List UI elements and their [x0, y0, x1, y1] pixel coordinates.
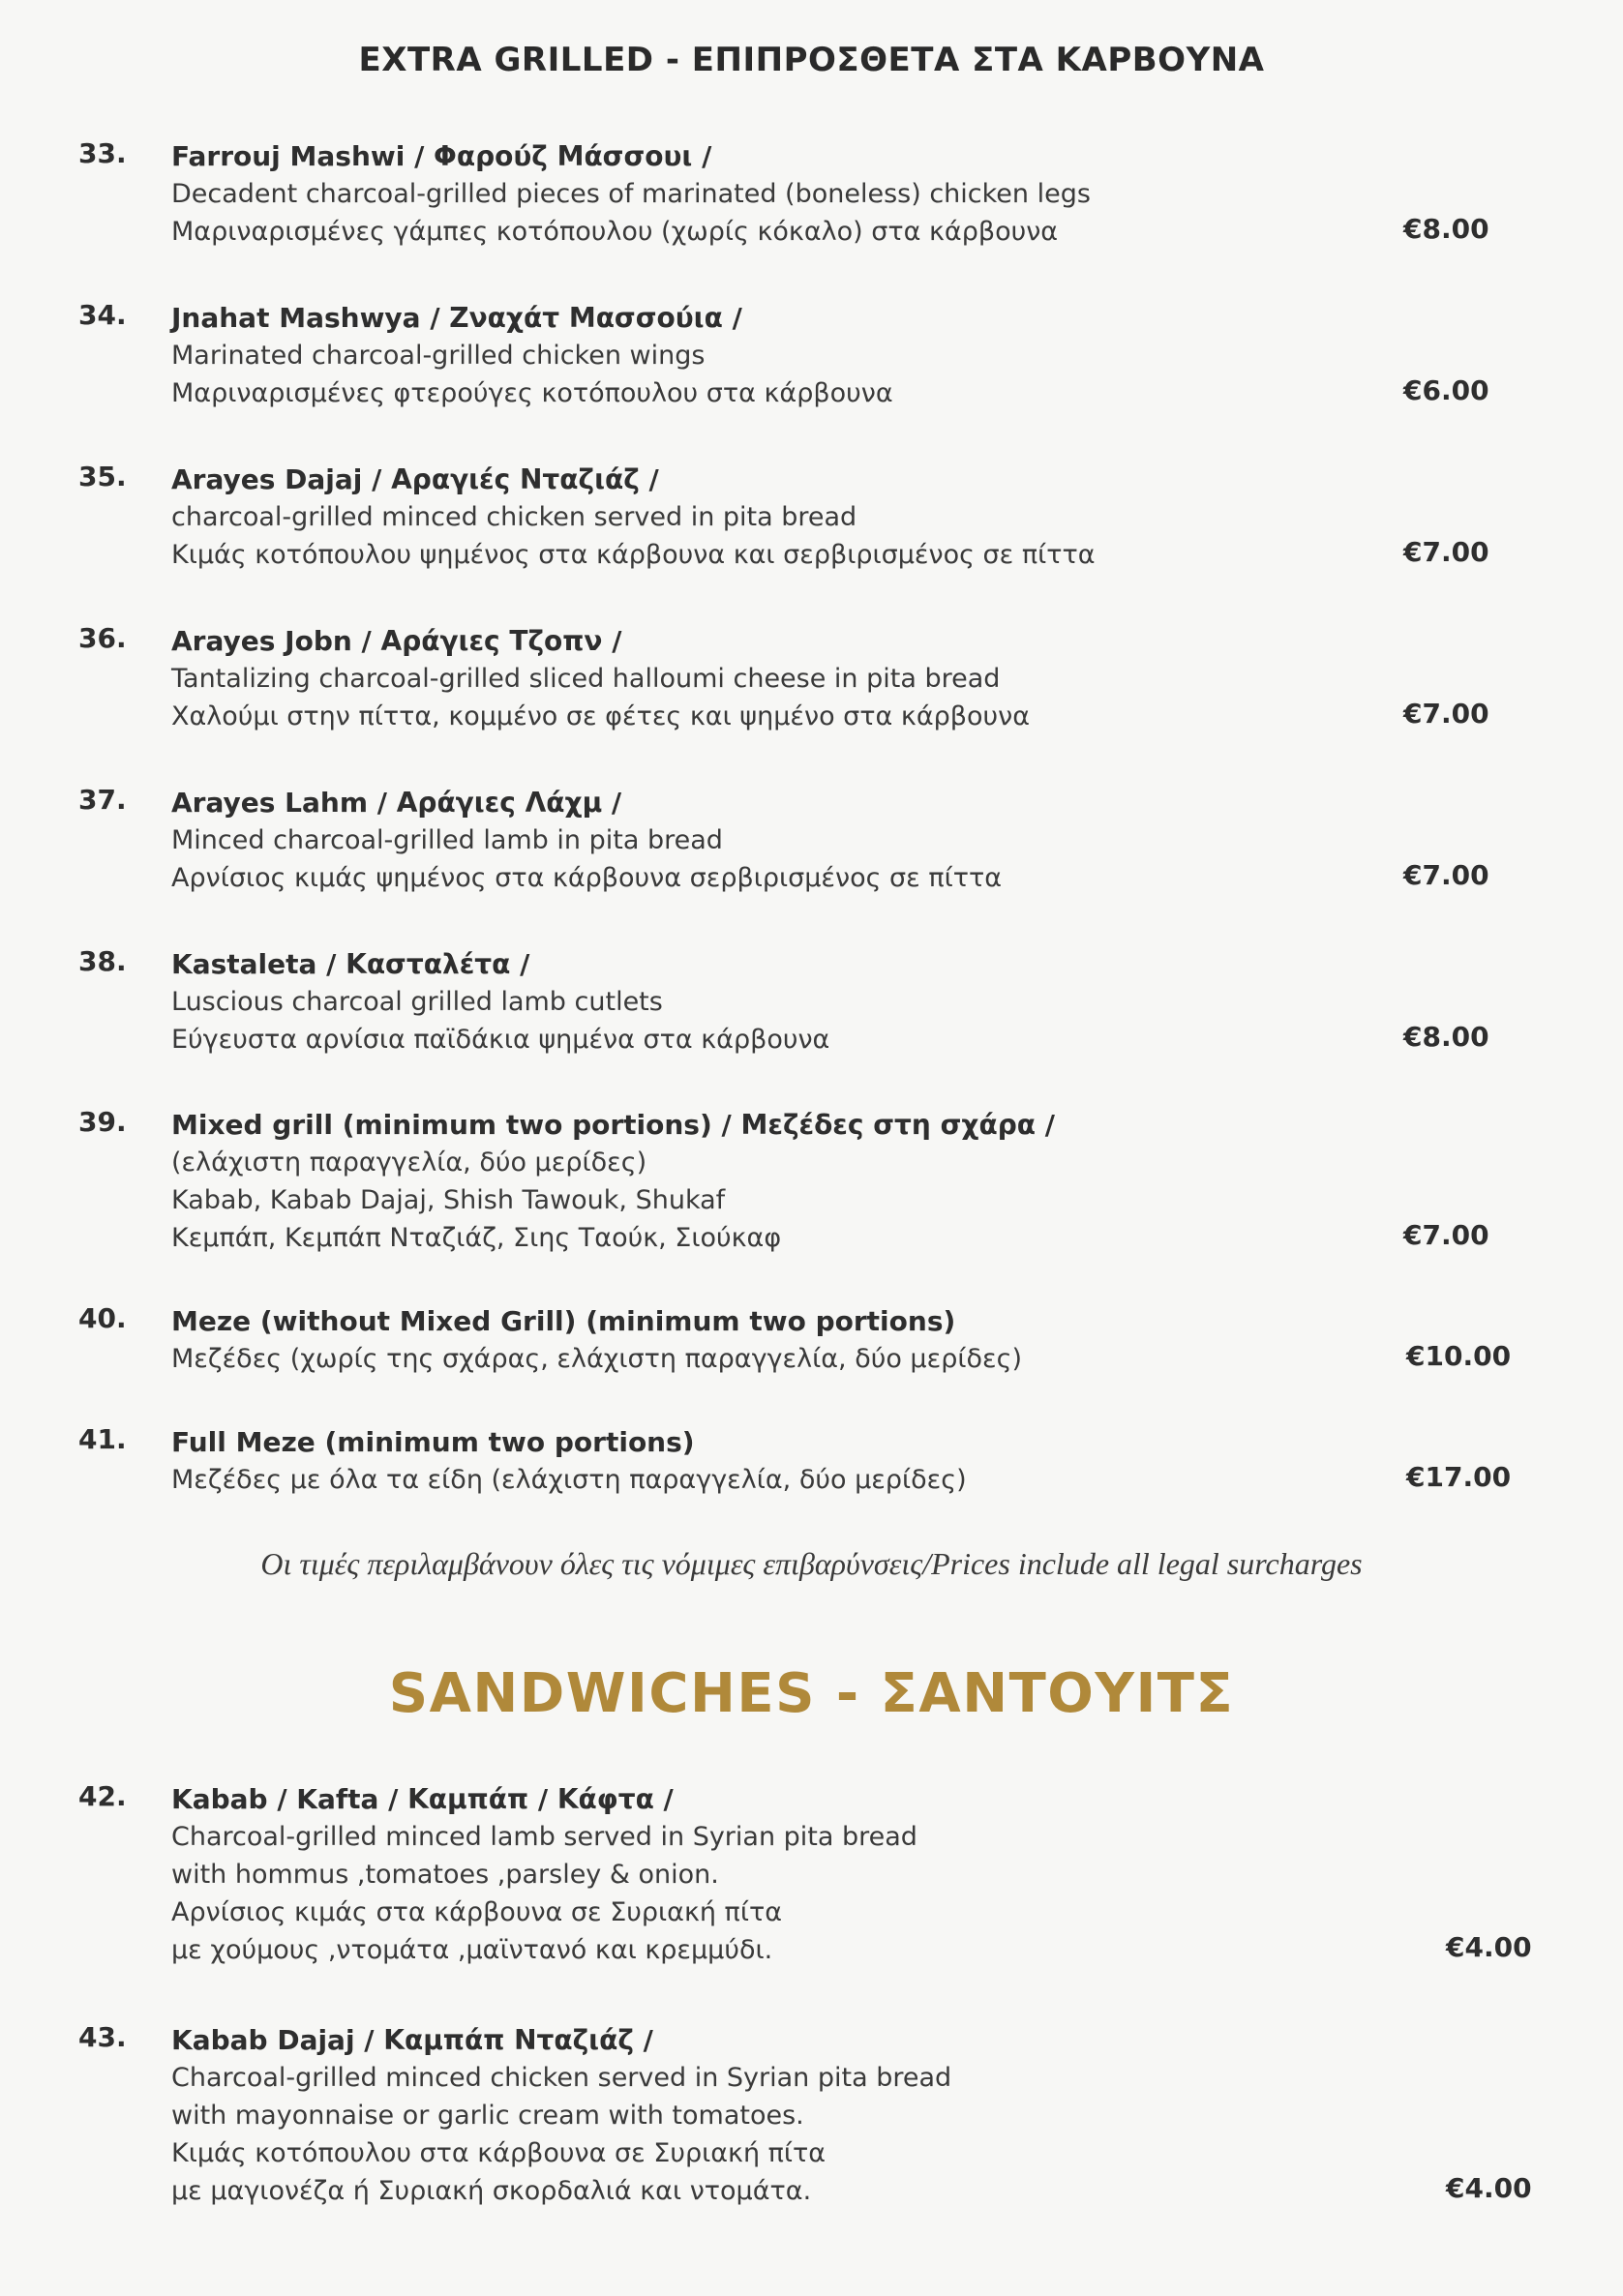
item-description: Μαριναρισμένες φτερούγες κοτόπουλου στα κάρβουνα — [171, 378, 893, 408]
item-name: Jnahat Mashwya / Ζναχάτ Μασσούια / — [171, 302, 742, 334]
item-name: Meze (without Mixed Grill) (minimum two portions) — [171, 1305, 956, 1337]
item-description: Minced charcoal-grilled lamb in pita bread — [171, 825, 723, 855]
section-title-sandwiches: SANDWICHES - ΣΑΝΤΟΥΙΤΣ — [388, 1662, 1235, 1725]
item-description: Luscious charcoal grilled lamb cutlets — [171, 987, 663, 1017]
item-price: €4.00 — [1446, 2172, 1532, 2204]
item-price: €7.00 — [1403, 859, 1489, 891]
item-description: Κεμπάπ, Κεμπάπ Νταζιάζ, Σιης Ταούκ, Σιούκαφ — [171, 1223, 782, 1253]
item-price: €6.00 — [1403, 374, 1489, 406]
item-number: 42. — [78, 1780, 127, 1812]
item-number: 39. — [78, 1106, 127, 1138]
item-description: charcoal-grilled minced chicken served in pita bread — [171, 502, 857, 532]
item-price: €7.00 — [1403, 1219, 1489, 1251]
item-number: 33. — [78, 137, 127, 169]
item-description: Charcoal-grilled minced lamb served in Syrian pita bread — [171, 1822, 917, 1852]
item-description: with mayonnaise or garlic cream with tomatoes. — [171, 2101, 804, 2131]
item-number: 34. — [78, 299, 127, 331]
item-description: Tantalizing charcoal-grilled sliced halloumi cheese in pita bread — [171, 664, 1001, 694]
section-title-extra-grilled: EXTRA GRILLED - ΕΠΙΠΡΟΣΘΕΤΑ ΣΤΑ ΚΑΡΒΟΥΝΑ — [358, 41, 1265, 79]
item-name: Arayes Lahm / Αράγιες Λάχμ / — [171, 787, 622, 819]
item-name: Farrouj Mashwi / Φαρούζ Μάσσουι / — [171, 140, 712, 172]
item-description: Αρνίσιος κιμάς στα κάρβουνα σε Συριακή πίτα — [171, 1897, 783, 1927]
item-description: με χούμους ,ντομάτα ,μαϊντανό και κρεμμύδι. — [171, 1935, 773, 1965]
item-description: Κιμάς κοτόπουλου ψημένος στα κάρβουνα και σερβιρισμένος σε πίττα — [171, 540, 1096, 570]
item-number: 41. — [78, 1423, 127, 1455]
item-number: 37. — [78, 784, 127, 816]
item-price: €10.00 — [1406, 1340, 1512, 1372]
item-price: €4.00 — [1446, 1931, 1532, 1963]
item-description: (ελάχιστη παραγγελία, δύο μερίδες) — [171, 1148, 647, 1178]
item-price: €7.00 — [1403, 698, 1489, 730]
item-description: Κιμάς κοτόπουλου στα κάρβουνα σε Συριακή πίτα — [171, 2138, 827, 2168]
item-price: €7.00 — [1403, 536, 1489, 568]
item-description: with hommus ,tomatoes ,parsley & onion. — [171, 1860, 719, 1890]
item-description: Kabab, Kabab Dajaj, Shish Tawouk, Shukaf — [171, 1185, 726, 1215]
item-description: με μαγιονέζα ή Συριακή σκορδαλιά και ντομάτα. — [171, 2176, 812, 2206]
item-description: Decadent charcoal-grilled pieces of marinated (boneless) chicken legs — [171, 179, 1091, 209]
item-name: Arayes Dajaj / Αραγιές Νταζιάζ / — [171, 463, 659, 495]
item-description: Χαλούμι στην πίττα, κομμένο σε φέτες και ψημένο στα κάρβουνα — [171, 701, 1031, 731]
item-number: 40. — [78, 1302, 127, 1334]
item-price: €17.00 — [1406, 1461, 1512, 1493]
item-description: Εύγευστα αρνίσια παϊδάκια ψημένα στα κάρβουνα — [171, 1025, 830, 1055]
item-description: Μεζέδες με όλα τα είδη (ελάχιστη παραγγελία, δύο μερίδες) — [171, 1465, 967, 1495]
item-number: 35. — [78, 461, 127, 492]
item-description: Charcoal-grilled minced chicken served in Syrian pita bread — [171, 2063, 952, 2093]
item-name: Kabab / Kafta / Καμπάπ / Κάφτα / — [171, 1783, 674, 1815]
item-description: Μαριναρισμένες γάμπες κοτόπουλου (χωρίς κόκαλο) στα κάρβουνα — [171, 217, 1059, 247]
item-name: Kastaleta / Κασταλέτα / — [171, 948, 530, 980]
item-description: Μεζέδες (χωρίς της σχάρας, ελάχιστη παραγγελία, δύο μερίδες) — [171, 1344, 1022, 1374]
item-price: €8.00 — [1403, 1021, 1489, 1053]
item-name: Kabab Dajaj / Καμπάπ Νταζιάζ / — [171, 2024, 653, 2056]
price-note: Οι τιμές περιλαμβάνουν όλες τις νόμιμες επιβαρύνσεις/Prices include all legal surcharges — [260, 1546, 1363, 1581]
item-number: 36. — [78, 622, 127, 654]
item-number: 38. — [78, 945, 127, 977]
item-description: Marinated charcoal-grilled chicken wings — [171, 341, 706, 371]
item-name: Mixed grill (minimum two portions) / Μεζέδες στη σχάρα / — [171, 1109, 1055, 1141]
item-name: Arayes Jobn / Αράγιες Τζοπν / — [171, 625, 622, 657]
item-number: 43. — [78, 2021, 127, 2053]
item-description: Αρνίσιος κιμάς ψημένος στα κάρβουνα σερβιρισμένος σε πίττα — [171, 863, 1003, 893]
item-price: €8.00 — [1403, 213, 1489, 245]
item-name: Full Meze (minimum two portions) — [171, 1426, 695, 1458]
